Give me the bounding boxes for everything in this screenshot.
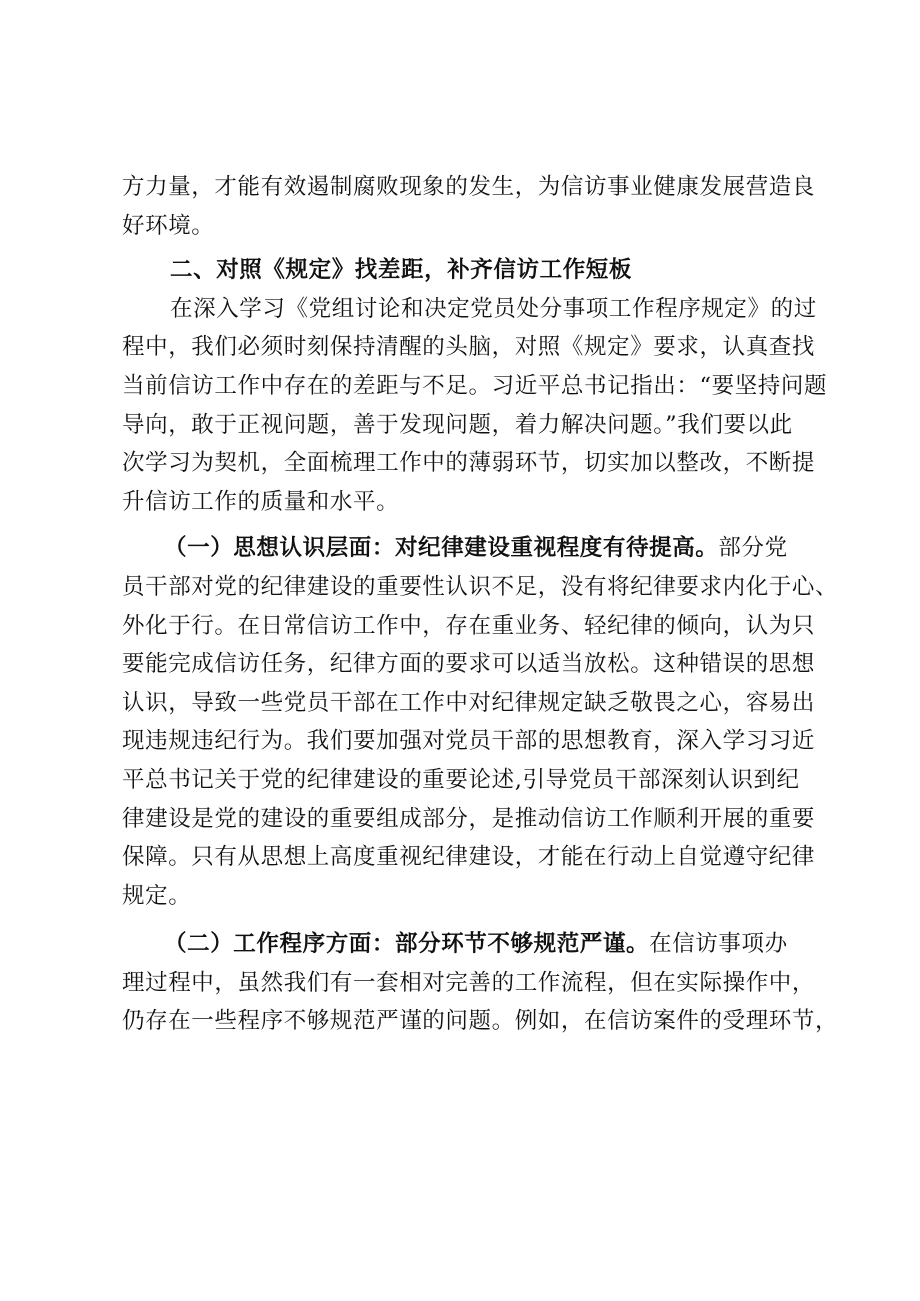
text-line: 升信访工作的质量和水平。	[122, 488, 400, 515]
text-line: 保障。只有从思想上高度重视纪律建设，才能在行动上自觉遵守纪律	[122, 844, 816, 871]
paragraph-procedure	[122, 925, 839, 1041]
text-line: 员干部对党的纪律建设的重要性认识不足，没有将纪律要求内化于心、	[122, 573, 839, 600]
document-body	[122, 168, 839, 1041]
text-line: 规定。	[122, 882, 192, 909]
text-line: 方力量，才能有效遏制腐败现象的发生，为信访事业健康发展营造良	[122, 174, 816, 200]
section-heading: 二、对照《规定》找差距，补齐信访工作短板	[170, 257, 633, 284]
paragraph-intro	[122, 290, 828, 522]
text-line: 外化于行。在日常信访工作中，存在重业务、轻纪律的倾向，认为只	[122, 612, 816, 639]
paragraph-continuation	[122, 168, 822, 245]
text-line: 导向，敢于正视问题，善于发现问题，着力解决问题。”我们要以此	[122, 411, 793, 438]
lead-line-rest: 在信访事项办	[649, 931, 788, 958]
paragraph-ideological	[122, 529, 839, 915]
lead-line-rest: 部分党	[718, 535, 788, 562]
text-line: 仍存在一些程序不够规范严谨的问题。例如，在信访案件的受理环节，	[122, 1008, 839, 1035]
text-line: 程中，我们必须时刻保持清醒的头脑，对照《规定》要求，认真查找	[122, 334, 816, 361]
text-line: 认识，导致一些党员干部在工作中对纪律规定缺乏敬畏之心，容易出	[122, 689, 816, 716]
text-line: 好环境。	[122, 212, 215, 239]
text-line: 在深入学习《党组讨论和决定党员处分事项工作程序规定》的过	[170, 295, 817, 322]
subheading-lead: （一）思想认识层面：对纪律建设重视程度有待提高。	[164, 535, 719, 562]
text-line	[122, 529, 822, 568]
text-line: 理过程中，虽然我们有一套相对完善的工作流程，但在实际操作中，	[122, 969, 816, 996]
text-line: 当前信访工作中存在的差距与不足。习近平总书记指出：“要坚持问题	[122, 372, 828, 399]
text-line: 现违规违纪行为。我们要加强对党员干部的思想教育，深入学习习近	[122, 728, 816, 755]
text-line: 次学习为契机，全面梳理工作中的薄弱环节，切实加以整改，不断提	[122, 450, 816, 477]
text-line: 要能完成信访任务，纪律方面的要求可以适当放松。这种错误的思想	[122, 651, 816, 678]
text-line: 律建设是党的建设的重要组成部分，是推动信访工作顺利开展的重要	[122, 805, 816, 832]
text-line	[122, 925, 822, 964]
text-line: 平总书记关于党的纪律建设的重要论述,引导党员干部深刻认识到纪	[122, 766, 800, 793]
subheading-lead: （二）工作程序方面：部分环节不够规范严谨。	[164, 931, 650, 958]
